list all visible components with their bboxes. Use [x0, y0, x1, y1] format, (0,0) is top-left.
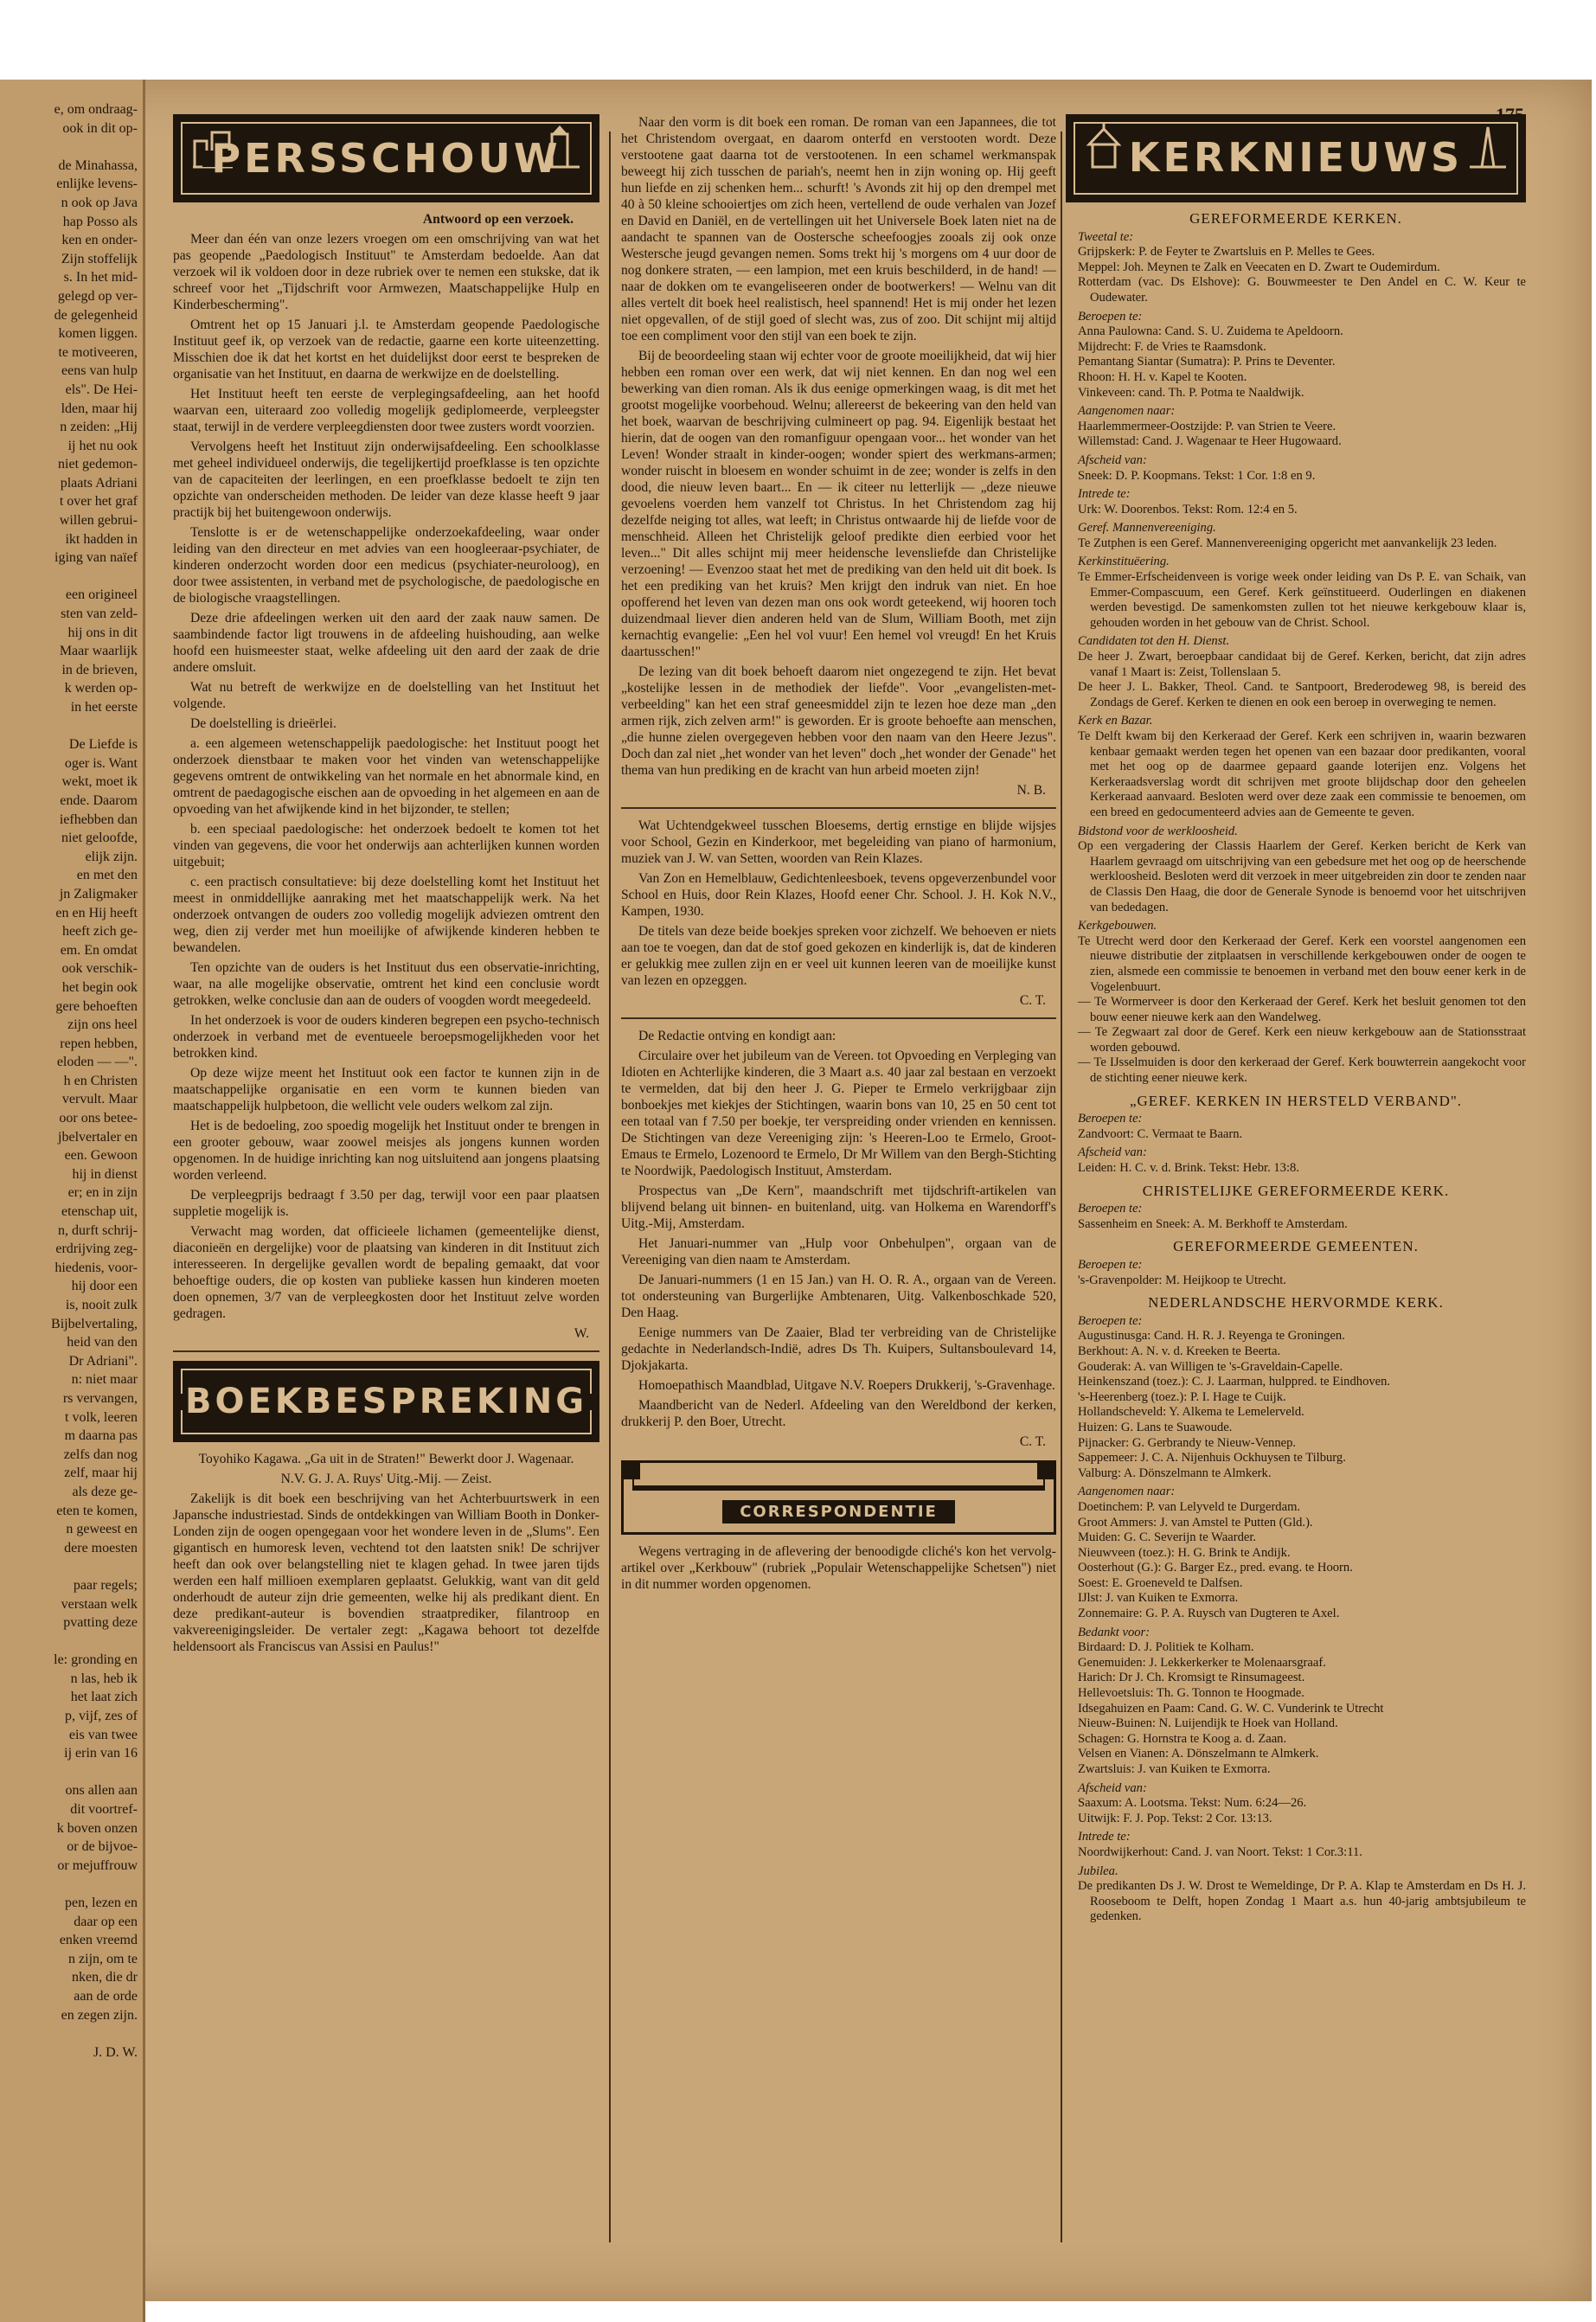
prev-page-line: em. En omdat — [60, 942, 138, 958]
church-entry: Te Delft kwam bij den Kerkeraad der Geref. Kerk een schrijven in, waarin bezwaren kenbaar gemaakt werden tegen het openen van een bazaar door predikanten, vooral met het oog op de daarmee gepaard gaande loterijen enz. Volgens het Kerkeraadsverslag wordt dit schrijven met groote blijdschap door den geheelen Kerkeraad aanvaard. Besloten werd over deze zaak een commissie te benoemen, om een breed en gedocumenteerd advies aan de Gemeente te geven. — [1078, 729, 1526, 819]
prev-page-line: n geweest en — [66, 1522, 138, 1537]
prev-page-line: gere behoeften — [55, 998, 138, 1014]
prev-page-line: oor ons betee- — [59, 1111, 138, 1126]
church-entry: Urk: W. Doorenbos. Tekst: Rom. 12:4 en 5. — [1078, 502, 1298, 516]
church-entry: Pemantang Siantar (Sumatra): P. Prins te Deventer. — [1078, 355, 1336, 369]
church-group-label: Bedankt voor: — [1078, 1625, 1151, 1639]
persschouw-banner — [173, 114, 599, 202]
church-group-label: Kerk en Bazar. — [1078, 714, 1153, 728]
prev-page-line: n las, heb ik — [70, 1671, 138, 1686]
prev-page-line: iging van naïef — [54, 550, 138, 566]
paragraph: a. een algemeen wetenschappelijk paedologische: het Instituut poogt het onderzoek dienstbaar te maken voor het vinden van wetenschappelijke gegevens omtrent de ontwikkeling van het normale en het abnormale kind, en omtrent de paedagogische eischen aan de opvoeding in het algemeen en aan de opvoeding van het afwijkende kind in het bijzonder, te stellen; — [173, 736, 599, 817]
church-entry: De heer J. L. Bakker, Theol. Cand. te Santpoort, Brederodeweg 98, is bereid des Zondags de Geref. Kerken te dienen en ook een beroep in overweging te nemen. — [1078, 680, 1526, 709]
church-entry: Schagen: G. Hornstra te Koog a. d. Zaan. — [1078, 1731, 1287, 1746]
church-entry: Huizen: G. Lans te Suawoude. — [1078, 1420, 1233, 1434]
correspondentie-text: Wegens vertraging in de aflevering der benoodigde cliché's kon het vervolg-artikel over „Kerkbouw" (rubriek „Populair Wetenschappelijke Schetsen") niet in dit nummer worden opgenomen. — [621, 1544, 1056, 1592]
church-entry: Willemstad: Cand. J. Wagenaar te Heer Hugowaard. — [1078, 434, 1342, 449]
prev-page-line: willen gebrui- — [59, 513, 138, 529]
prev-page-line: een origineel — [65, 587, 138, 603]
prev-page-line: heid van den — [67, 1335, 138, 1350]
church-entry: Zwartsluis: J. van Kuiken te Exmorra. — [1078, 1762, 1271, 1776]
prev-page-line: hap Posso als — [62, 214, 138, 229]
prev-page-line: t over het graf — [59, 494, 138, 510]
prev-page-line: het laat zich — [70, 1690, 138, 1705]
prev-page-line: n: niet maar — [71, 1372, 138, 1388]
church-entry: IJlst: J. van Kuiken te Exmorra. — [1078, 1591, 1239, 1606]
prev-page-line: pvatting deze — [63, 1615, 138, 1631]
prev-page-line: plaats Adriani — [60, 475, 138, 491]
church-entry: Leiden: H. C. v. d. Brink. Tekst: Hebr. 13:8. — [1078, 1161, 1299, 1176]
prev-page-line: eten te komen, — [56, 1503, 138, 1518]
prev-page-line: hiedenis, voor- — [54, 1260, 138, 1275]
prev-page-line: or de bijvoe- — [67, 1839, 138, 1855]
paragraph: Maandbericht van de Nederl. Afdeeling van den Wereldbond der kerken, drukkerij P. den Boer, Utrecht. — [621, 1398, 1056, 1429]
church-entry: Rotterdam (vac. Ds Elshove): G. Bouwmeester te Den Andel en C. W. Keur te Oudewater. — [1078, 275, 1526, 305]
prev-page-line: n, durft schrij- — [58, 1222, 138, 1238]
prev-page-line: lden, maar hij — [61, 401, 138, 416]
church-group-label: Jubilea. — [1078, 1863, 1118, 1878]
prev-page-line: hij ons in dit — [67, 625, 138, 640]
church-entry: Op een vergadering der Classis Haarlem der Geref. Kerken bericht de Kerk van Haarlem gevraagd om uitschrijving van een gebedsure met het oog op de heerschende werkloosheid. Besloten werd dit verzoek in meer uitgebreiden zin door te zenden naar de Classis Den Haag, die door de Generale Synode is benoemd voor het uitschrijven van bededagen. — [1078, 839, 1526, 914]
church-entry: Saaxum: A. Lootsma. Tekst: Num. 6:24—26. — [1078, 1796, 1307, 1811]
column-kerknieuws — [1066, 114, 1526, 1925]
paragraph: Verwacht mag worden, dat officieele lichamen (gemeentelijke dienst, diaconieën en dergelijke) voor de plaatsing van kinderen in dit Instituut zich interesseeren. In dergelijke gevallen wordt de bepaling gemaakt, dat voor behoeftige ouders, die op kosten van publieke kassen hun kinderen moeten doen opnemen, 3/7 van de verpleegkosten door het Instituut zelve worden gedragen. — [173, 1224, 599, 1321]
church-group-label: Afscheid van: — [1078, 452, 1147, 467]
prev-page-line: aan de orde — [74, 1988, 138, 2004]
prev-page-line: de Minahassa, — [58, 157, 138, 173]
church-group-label: Beroepen te: — [1078, 309, 1143, 324]
kerknieuws-banner — [1066, 114, 1526, 202]
church-entry: Birdaard: D. J. Politiek te Kolham. — [1078, 1640, 1254, 1655]
prev-page-line: k werden op- — [64, 681, 138, 696]
prev-page-line: m daarna pas — [64, 1428, 138, 1444]
paragraph: De titels van deze beide boekjes spreken voor zichzelf. We behoeven er niets aan toe te voegen, dan dat de stof goed gekozen en kinderlijk is, dat de kinderen er gelukkig mee zullen zijn en er veel uit kunnen leeren van de moeilijke kunst van lezen en opzeggen. — [621, 924, 1056, 988]
prev-page-line: verstaan welk — [61, 1596, 138, 1612]
prev-page-line: eloden — —". — [56, 1055, 138, 1070]
prev-page-line: enken vreemd — [59, 1933, 138, 1948]
prev-page-line: Maar waarlijk — [59, 644, 138, 659]
church-group-label: Afscheid van: — [1078, 1780, 1147, 1795]
prev-page-line: J. D. W. — [93, 2044, 138, 2060]
church-news-list — [1066, 211, 1526, 1925]
church-entry: Hellevoetsluis: Th. G. Tonnon te Hoogmade. — [1078, 1686, 1304, 1701]
paragraph: De verpleegprijs bedraagt f 3.50 per dag, terwijl voor een paar plaatsen suppletie mogelijk is. — [173, 1188, 599, 1219]
church-entry: Gouderak: A. van Willigen te 's-Graveldain-Capelle. — [1078, 1359, 1343, 1374]
prev-page-line — [0, 1557, 143, 1576]
church-group-label: Beroepen te: — [1078, 1112, 1143, 1126]
songbook-signature: C. T. — [1019, 993, 1046, 1008]
prev-page-line: De Liefde is — [68, 737, 138, 753]
church-entry: Te Zutphen is een Geref. Mannenvereeniging opgericht met aanvankelijk 23 leden. — [1078, 536, 1497, 550]
prev-page-line: wekt, moet ik — [61, 774, 138, 790]
church-entry: Augustinusga: Cand. H. R. J. Reyenga te Groningen. — [1078, 1329, 1345, 1344]
paragraph: Bij de beoordeeling staan wij echter voor de groote moeilijkheid, dat wij hier hebben een roman over een werk, dat wij niet kennen. En dan nog wel een bewerking van dien roman. Als ik dus eenige opmerkingen waag, is dit met het grootst mogelijke voorbehoud. Welnu; allereerst de bekeering van den held van het boek, waarvan de beschrijving culmineert op pag. 94. Eigenlijk bestaat het hierin, dat de oogen van den romanfiguur opengaan voor... het wonder van het Leven! Wonder straalt in kinder-oogen; wonder spiert des werkmans-armen; wonder ruischt in bloesem en wonder schuimt in de zee; wonder is zelfs in den dood, die nieuw leven baart... En — ik citeer nu letterlijk — „deze nieuwe gevoelens voerden hem vanzelf tot Christus. In het Christendom zag hij dezelfde neiging tot alles, wat leeft; in Christus ontwaarde hij de liefde voor de menschheid. Alleen het Christelijk geloof predikte dien eerbied voor het leven..." Dit alles schijnt mij meer heidensche levensliefde dan Christelijke verzoening! — Evenzoo staat het met de prediking van den held uit dit boek. Is het een prediking van het kruis? Men krijgt den indruk van niet. En hoe opofferend het leven van dezen man ons ook wordt geteekend, wij hooren toch duizendmaal liever dien anderen held van de Slum, William Booth, met zijn kernachtig evangelie: „Een hel vol vuur! Een hemel vol vreugd! En het Kruis daartusschen!" — [621, 349, 1056, 659]
prev-page-line: e, om ondraag- — [54, 102, 138, 117]
prev-page-line: zelfs dan nog — [63, 1446, 138, 1462]
church-entry: Uitwijk: F. J. Pop. Tekst: 2 Cor. 13:13. — [1078, 1811, 1272, 1825]
church-entry: Noordwijkerhout: Cand. J. van Noort. Tekst: 1 Cor.3:11. — [1078, 1844, 1362, 1859]
church-entry: Muiden: G. C. Severijn te Waarder. — [1078, 1530, 1257, 1545]
church-entry: Doetinchem: P. van Lelyveld te Durgerdam. — [1078, 1499, 1301, 1514]
prev-page-line: dere moesten — [64, 1540, 138, 1555]
paragraph: Prospectus van „De Kern", maandschrift met tijdschrift-artikelen van blijvend belang uit binnen- en buitenland, uitg. van Holkema en Warendorff's Uitg.-Mij, Amsterdam. — [621, 1183, 1056, 1231]
prev-page-line: in de brieven, — [61, 662, 138, 677]
book-publisher: N.V. G. J. A. Ruys' Uitg.-Mij. — Zeist. — [280, 1472, 492, 1486]
prev-page-line: or mejuffrouw — [57, 1857, 138, 1873]
prev-page-line: n ook op Java — [61, 195, 138, 210]
prev-page-line: rs vervangen, — [62, 1390, 138, 1406]
prev-page-line: hij door een — [71, 1279, 138, 1294]
prev-page-line — [0, 138, 143, 157]
prev-page-line: het begin ook — [61, 979, 138, 995]
prev-page-line: n zeiden: „Hij — [60, 420, 138, 435]
paragraph: Wat nu betreft de werkwijze en de doelstelling van het Instituut het volgende. — [173, 680, 599, 711]
paragraph: c. een practisch consultatieve: bij deze doelstelling komt het Instituut het meest in onmiddellijke aanraking met het maatschappelijk werk. Na het onderzoek ontvangen de ouders zoo volledig mogelijk adviezen omtrent den weg, dien zij verder met hun moeilijke of afwijkende kinderen hebben te bewandelen. — [173, 875, 599, 955]
paragraph: Ten opzichte van de ouders is het Instituut dus een observatie-inrichting, waar, na alle mogelijke observatie, omtrent het kind een conclusie wordt getrokken, welke conclusie dan aan de ouders of voogden wordt meegedeeld. — [173, 960, 599, 1008]
paragraph: De Redactie ontving en kondigt aan: — [638, 1029, 836, 1043]
church-entry: Hollandscheveld: Y. Alkema te Lemelerveld. — [1078, 1405, 1304, 1420]
paragraph: De doelstelling is drieërlei. — [190, 716, 337, 731]
church-group-label: Kerkinstituëering. — [1078, 555, 1170, 569]
church-entry: Sneek: D. P. Koopmans. Tekst: 1 Cor. 1:8 en 9. — [1078, 468, 1316, 483]
prev-page-line: k boven onzen — [56, 1820, 138, 1836]
prev-page-line: ij het nu ook — [67, 438, 138, 453]
boekbespreking-title: BOEKBESPREKING — [176, 1394, 596, 1410]
paragraph: Op deze wijze meent het Instituut ook een factor te kunnen zijn in de maatschappelijke organisatie en een vorm te kunnen bieden van maatschappelijk hulpbetoon, die wellicht vele ouders welkom zal zijn. — [173, 1066, 599, 1113]
prev-page-line: ij erin van 16 — [64, 1746, 138, 1761]
prev-page-line — [0, 1632, 143, 1652]
prev-page-line: els". De Hei- — [65, 382, 138, 397]
paragraph: Naar den vorm is dit boek een roman. De roman van een Japannees, die tot het Christendom overgaat, en daarom onterfd en verstooten wordt. Deze verstootene gaat daarna tot de verstootenen. In een schamel werkmanspak beweegt hij zich tusschen de pariah's, neemt hen in zijn woning op. Hij geeft hun liefde en zij schenken hem... schurft! 's Avonds zit hij op den drempel met 40 à 50 kleine schooiertjes om zich heen, vertellend de oude verhalen van Jozef en David en Daniël, en de vertellingen uit het Universele Boek laten niet na de aandacht te spannen van de Oostersche scheefoogjes zooals zij ook onze Westersche jeugd gevangen nemen. Soms trekt hij 's morgens om 4 uur door de nog donkere straten, — een lampion, met een kruis beschilderd, in de hand! — naar de dokken om te evangeliseeren onder de bootwerkers! — Welnu van dit alles vertelt dit boek heel realistisch, heel spannend! Het is mij onder het lezen niet opgevallen, of de stijl goed of slecht was, zus of zoo. Dit schijnt mij altijd toe een compliment voor den stijl van een boek te zijn. — [621, 115, 1056, 343]
prev-page-line: h en Christen — [63, 1073, 138, 1088]
church-entry: Haarlemmermeer-Oostzijde: P. van Strien te Veere. — [1078, 419, 1336, 433]
church-entry: Idsegahuizen en Paam: Cand. G. W. C. Vunderink te Utrecht — [1078, 1701, 1384, 1716]
prev-page-line: erdrijving zeg- — [55, 1241, 138, 1257]
column-review-continued — [621, 114, 1056, 1596]
section-divider — [621, 1017, 1056, 1019]
church-group-label: Afscheid van: — [1078, 1145, 1147, 1160]
paragraph: Eenige nummers van De Zaaier, Blad ter verbreiding van de Christelijke gedachte in Nederlandsch-Indië, adres Ds Th. Kuipers, Sultansboulevard 14, Djokjakarta. — [621, 1325, 1056, 1373]
article-signature: W. — [574, 1326, 589, 1341]
prev-page-line: Bijbelvertaling, — [51, 1316, 138, 1331]
prev-page-line: pen, lezen en — [65, 1895, 138, 1910]
prev-page-line: nken, die dr — [72, 1970, 138, 1985]
prev-page-line: er; en in zijn — [67, 1185, 138, 1201]
prev-page-line: zijn ons heel — [67, 1017, 138, 1033]
steeple-icon — [1465, 124, 1511, 170]
prev-page-line: en met den — [76, 868, 138, 883]
prev-page-line: komen liggen. — [58, 326, 138, 342]
prev-page-line: in het eerste — [70, 700, 138, 715]
prev-page-line: oger is. Want — [64, 755, 138, 771]
prev-page-line — [0, 568, 143, 587]
received-publications — [621, 1028, 1056, 1430]
church-section-heading: CHRISTELIJKE GEREFORMEERDE KERK. — [1142, 1182, 1450, 1199]
paragraph: b. een speciaal paedologische: het onderzoek bedoelt te komen tot het vinden van gegevens, die voor het onderwijs aan achterlijken kunnen worden uitgebuit; — [173, 822, 599, 869]
church-group-label: Beroepen te: — [1078, 1258, 1143, 1272]
church-entry: Velsen en Vianen: A. Dönszelmann te Almkerk. — [1078, 1747, 1319, 1761]
church-group-label: Intrede te: — [1078, 487, 1131, 502]
church-entry: Meppel: Joh. Meynen te Zalk en Veecaten en D. Zwart te Oudemirdum. — [1078, 260, 1440, 274]
prev-page-line: ikt hadden in — [65, 531, 138, 547]
prev-page-line: ook in dit op- — [62, 120, 138, 136]
prev-page-line: p, vijf, zes of — [65, 1709, 138, 1724]
newspaper-page — [0, 80, 1592, 2301]
paragraph: Wat Uchtendgekweel tusschen Bloesems, dertig ernstige en blijde wijsjes voor School, Gezin en Kinderkoor, met begeleiding van piano of harmonium, muziek van J. W. van Setten, woorden van Rein Klazes. — [621, 818, 1056, 866]
paragraph: Van Zon en Hemelblauw, Gedichtenleesboek, tevens opgeverzenbundel voor School en Huis, door Rein Klazes, Hoofd eener Chr. School. J. H. Kok N.V., Kampen, 1930. — [621, 871, 1056, 919]
church-entry: Nieuwveen (toez.): H. G. Brink te Andijk. — [1078, 1545, 1291, 1560]
church-entry: Sappemeer: J. C. A. Nijenhuis Ockhuysen te Tilburg. — [1078, 1451, 1346, 1466]
prev-page-line: en zegen zijn. — [61, 2007, 138, 2023]
church-group-label: Kerkgebouwen. — [1078, 919, 1157, 933]
prev-page-line: iefhebben dan — [59, 811, 138, 827]
church-entry: Te Utrecht werd door den Kerkeraad der Geref. Kerk een voorstel aangenomen een nieuwe distributie der zitplaatsen in verschillende kerkgebouwen onder de oogen te zien, alsmede een commissie te benoemen in verband met den bouw eener kerk in de Vogelenbuurt. — [1078, 933, 1526, 994]
section-divider — [621, 807, 1056, 809]
prev-page-line: ken en onder- — [61, 233, 138, 248]
prev-page-line: vervult. Maar — [61, 1092, 138, 1107]
church-entry: Valburg: A. Dönszelmann te Almkerk. — [1078, 1466, 1272, 1480]
church-entry: Nieuw-Buinen: N. Luijendijk te Hoek van Holland. — [1078, 1716, 1338, 1731]
prev-page-line: jbelvertaler en — [58, 1129, 138, 1145]
church-entry: — Te Wormerveer is door den Kerkeraad der Geref. Kerk het besluit genomen tot den bouw eener nieuwe kerk aan den Wandelweg. — [1078, 995, 1526, 1024]
kerknieuws-title: KERKNIEUWS — [1120, 151, 1471, 166]
book-reference: Toyohiko Kagawa. „Ga uit in de Straten!" Bewerkt door J. Wagenaar. — [198, 1452, 574, 1466]
prev-page-line: ons allen aan — [65, 1783, 138, 1799]
prev-page-line: en en Hij heeft — [55, 905, 138, 920]
prev-page-line: etenschap uit, — [61, 1204, 138, 1220]
boekbespreking-banner — [173, 1361, 599, 1442]
prev-page-line: heeft zich ge- — [61, 924, 138, 940]
church-group-label: Beroepen te: — [1078, 1313, 1143, 1328]
church-group-label: Bidstond voor de werkloosheid. — [1078, 824, 1238, 838]
church-group-label: Candidaten tot den H. Dienst. — [1078, 634, 1230, 649]
prev-page-line — [0, 1875, 143, 1894]
section-divider — [173, 1350, 599, 1352]
paragraph: Circulaire over het jubileum van de Vereen. tot Opvoeding en Verpleging van Idioten en Achterlijke kinderen, die 3 Maart a.s. 40 jaar zal bestaan en verzoekt te vermelden, dat bij den heer J. G. Pieper te Ermelo verkrijgbaar zijn bonboekjes met kiekjes der Stichtingen, waarin bons van 10, 25 en 50 cent tot een totaal van f 7.50 per boekje, ter verspreiding onder vrienden en kennissen. De Stichtingen van deze Vereeniging zijn: 's Heeren-Loo te Ermelo, Groot-Emaus te Ermelo, Lozenoord te Ermelo, Dr Mr Willem van den Bergh-Stichting te Noordwijk, Paedologisch Instituut, Amsterdam. — [621, 1049, 1056, 1178]
church-section-heading: GEREFORMEERDE KERKEN. — [1189, 210, 1402, 227]
prev-page-line: paar regels; — [73, 1577, 138, 1593]
publications-signature: C. T. — [1019, 1434, 1046, 1449]
church-group-label: Tweetal te: — [1078, 229, 1134, 244]
church-entry: 's-Gravenpolder: M. Heijkoop te Utrecht. — [1078, 1273, 1286, 1287]
church-entry: Vinkeveen: cand. Th. P. Potma te Naaldwijk. — [1078, 385, 1304, 400]
church-entry: Zandvoort: C. Vermaat te Baarn. — [1078, 1126, 1243, 1141]
paragraph: Vervolgens heeft het Instituut zijn onderwijsafdeeling. Een schoolklasse met geheel individueel onderwijs, die tegelijkertijd proefklasse is ten opzichte van de capaciteiten der leerlingen, en een proefklasse bedoelt te zijn ten opzichte van onderscheiden methoden. De leider van deze klasse heeft 9 jaar practijk bij het buitengewoon onderwijs. — [173, 439, 599, 520]
tower-icon — [536, 124, 583, 170]
church-group-label: Intrede te: — [1078, 1830, 1131, 1844]
prev-page-line: hij in dienst — [72, 1166, 138, 1182]
church-section-heading: GEREFORMEERDE GEMEENTEN. — [1173, 1238, 1419, 1255]
church-entry: Grijpskerk: P. de Feyter te Zwartsluis en P. Melles te Gees. — [1078, 245, 1375, 260]
prev-page-line — [0, 717, 143, 736]
prev-page-line: niet geloofde, — [61, 831, 138, 846]
prev-page-line: de gelegenheid — [54, 307, 138, 323]
church-entry: De heer J. Zwart, beroepbaar candidaat bij de Geref. Kerken, bericht, dat zijn adres vanaf 1 Maart is: Zeist, Tollenslaan 5. — [1078, 650, 1526, 679]
church-entry: — Te Zegwaart zal door de Geref. Kerk een nieuw kerkgebouw aan de Stationsstraat worden gebouwd. — [1078, 1025, 1526, 1055]
church-entry: Pijnacker: G. Gerbrandy te Nieuw-Vennep. — [1078, 1435, 1297, 1450]
paragraph: Het Januari-nummer van „Hulp voor Onbehulpen", orgaan van de Vereeniging van dien naam te Amsterdam. — [621, 1236, 1056, 1267]
paragraph: Meer dan één van onze lezers vroegen om een omschrijving van wat het pas geopende „Paedologisch Instituut" te Amsterdam bedoelde. Aan dat verzoek wil ik voldoen door in deze rubriek over te nemen een stukske, dat ik schreef voor het „Tijdschrift voor Armwezen, Maatschappelijke Hulp en Kinderbescherming". — [173, 232, 599, 312]
church-entry: Harich: Dr J. Ch. Kromsigt te Rinsumageest. — [1078, 1671, 1305, 1685]
church-entry: Oosterhout (G.): G. Barger Ez., pred. evang. te Hoorn. — [1078, 1561, 1353, 1575]
prev-page-line: repen hebben, — [60, 1036, 138, 1051]
previous-page-edge — [0, 80, 145, 2322]
prev-page-line: als deze ge- — [72, 1484, 138, 1499]
article-body — [173, 231, 599, 1322]
prev-page-line: is, nooit zulk — [65, 1298, 138, 1312]
church-entry: 's-Heerenberg (toez.): P. I. Hage te Cuijk. — [1078, 1389, 1286, 1404]
review-signature: N. B. — [1016, 783, 1046, 798]
prev-page-line: eis van twee — [68, 1727, 138, 1742]
prev-page-line: s. In het mid- — [63, 270, 138, 285]
prev-page-line: t volk, leeren — [65, 1409, 138, 1425]
prev-page-line: n zijn, om te — [68, 1951, 138, 1966]
prev-page-line: le: gronding en — [54, 1652, 138, 1668]
church-entry: De predikanten Ds J. W. Drost te Wemeldinge, Dr P. A. Klap te Amsterdam en Ds H. J. Rooseboom te Delft, hopen Zondag 1 Maart a.s. hun 40-jarig ambtsjubileum te gedenken. — [1078, 1879, 1526, 1924]
review-body — [621, 114, 1056, 779]
article-title: Antwoord op een verzoek. — [422, 212, 574, 227]
church-entry: Genemuiden: J. Lekkerkerker te Molenaarsgraaf. — [1078, 1655, 1326, 1670]
prev-page-line: daar op een — [74, 1914, 138, 1929]
persschouw-title: PERSSCHOUW — [202, 151, 569, 167]
church-entry: Mijdrecht: F. de Vries te Raamsdonk. — [1078, 339, 1266, 354]
church-entry: Rhoon: H. H. v. Kapel te Kooten. — [1078, 369, 1247, 384]
prev-page-line: Dr Adriani". — [68, 1353, 138, 1369]
paragraph: In het onderzoek is voor de ouders kinderen begrepen een psycho-technisch onderzoek in verband met de eventueele beroepsmogelijkheden voor het betrokken kind. — [173, 1013, 599, 1061]
paragraph: Deze drie afdeelingen werken uit den aard der zaak nauw samen. De saambindende factor ligt trouwens in de afdeeling huishouding, aan welke hoofd een huismeester staat, welke afdeeling uit den aard der zaak de drie andere omsluit. — [173, 611, 599, 675]
church-group-label: Aangenomen naar: — [1078, 1485, 1176, 1499]
church-entry: Groot Ammers: J. van Amstel te Putten (Gld.). — [1078, 1515, 1313, 1530]
prev-page-line: gelegd op ver- — [57, 288, 138, 304]
church-entry: Berkhout: A. N. v. d. Kreeken te Beerta. — [1078, 1344, 1281, 1358]
column-divider — [609, 131, 611, 2242]
paragraph: Het is de bedoeling, zoo spoedig mogelijk het Instituut onder te brengen in een grooter gebouw, waar zoowel meisjes als jongens kunnen worden opgenomen. In de huidige inrichting kan nog uitsluitend aan jongens plaatsing worden verleend. — [173, 1119, 599, 1183]
church-entry: Te Emmer-Erfscheidenveen is vorige week onder leiding van Ds P. E. van Schaik, van Emmer-Compascuum, een Geref. Kerk geïnstitueerd. Ouderlingen en diakenen werden bevestigd. De samenkomsten zullen tot het nieuwe kerkgebouw klaar is, gehouden worden in het gebouw van de Christ. School. — [1078, 570, 1526, 630]
prev-page-line: jn Zaligmaker — [59, 886, 138, 901]
paragraph: De Januari-nummers (1 en 15 Jan.) van H. O. R. A., orgaan van de Vereen. tot ondersteuning van Burgerlijke Ambtenaren, Uitg. Valkenboschkade 520, Den Haag. — [621, 1273, 1056, 1320]
prev-page-line — [0, 1763, 143, 1782]
songbook-review — [621, 818, 1056, 989]
prev-page-line: dit voortref- — [70, 1802, 138, 1818]
church-entry: Soest: E. Groeneveld te Dalfsen. — [1078, 1575, 1243, 1590]
church-group-label: Geref. Mannenvereeniging. — [1078, 521, 1216, 536]
prev-page-line: niet gedemon- — [58, 457, 138, 472]
paragraph: Homoepathisch Maandblad, Uitgave N.V. Roepers Drukkerij, 's-Gravenhage. — [638, 1378, 1055, 1393]
prev-page-line: zelf, maar hij — [64, 1466, 138, 1481]
church-entry: Anna Paulowna: Cand. S. U. Zuidema te Apeldoorn. — [1078, 324, 1343, 339]
paragraph: Omtrent het op 15 Januari j.l. te Amsterdam geopende Paedologische Instituut geef ik, op verzoek van de redactie, gaarne een korte uiteenzetting. Misschien doe ik dat het kortst en het duidelijkst door eerst te bespreken de organisatie van het Instituut, en daarna de werkwijze en de doelstelling. — [173, 318, 599, 382]
prev-page-line: elijk zijn. — [85, 849, 138, 864]
church-section-heading: NEDERLANDSCHE HERVORMDE KERK. — [1148, 1294, 1444, 1312]
correspondentie-banner — [621, 1460, 1056, 1535]
paragraph: Tenslotte is er de wetenschappelijke onderzoekafdeeling, waar onder leiding van den directeur en met advies van een hoogleeraar-psychiater, de kinderen onderzocht worden door een medicus (psychiater-neuroloog), en door twee assistenten, in verband met de psychologische, de paedologische en de biologische vraagstellingen. — [173, 525, 599, 606]
prev-page-line: enlijke levens- — [56, 176, 138, 192]
prev-page-line: Zijn stoffelijk — [61, 251, 138, 266]
church-entry: Zonnemaire: G. P. A. Ruysch van Dugteren te Axel. — [1078, 1607, 1340, 1621]
prev-page-line — [0, 2024, 143, 2043]
prev-page-line: ook verschik- — [61, 961, 138, 977]
prev-page-line: eens van hulp — [61, 363, 138, 379]
church-group-label: Beroepen te: — [1078, 1202, 1143, 1216]
paragraph: De lezing van dit boek behoeft daarom niet ongezegend te zijn. Het bevat „kostelijke lessen in de methodiek der liefde". Voor „evangelisten-met-verbeelding" kan het een straf geneesmiddel zijn te lezen hoe deze man „den armen rijk, zich zelven arm!" is geworden. Er is groote behoefte aan menschen, „die hunne zielen overgegeven hebben voor den naam van den Heere Jezus". Doch dan zal niet „het wonder van het leven" doch „het wonder der Genade" het thema van hun prediking en de kracht van hun arbeid moeten zijn! — [621, 664, 1056, 778]
column-divider — [1061, 131, 1062, 2242]
church-entry: Heinkenszand (toez.): C. J. Laarman, hulppred. te Eindhoven. — [1078, 1375, 1391, 1389]
church-section-heading: „GEREF. KERKEN IN HERSTELD VERBAND". — [1129, 1092, 1463, 1109]
prev-page-line: sten van zeld- — [61, 606, 138, 622]
prev-page-line: een. Gewoon — [64, 1148, 138, 1164]
prev-page-line: te motiveeren, — [58, 344, 138, 360]
church-entry: Sassenheim en Sneek: A. M. Berkhoff te Amsterdam. — [1078, 1216, 1348, 1231]
correspondentie-title: CORRESPONDENTIE — [722, 1500, 955, 1523]
paragraph: Het Instituut heeft ten eerste de verplegingsafdeeling, aan het hoofd waarvan een, uiteraard zoo volledig mogelijk gediplomeerde, verpleegster staat, terwijl in de verdere verpleegdiensten door twee zusters wordt voorzien. — [173, 387, 599, 434]
column-persschouw — [173, 114, 599, 1658]
church-group-label: Aangenomen naar: — [1078, 404, 1176, 419]
book-review-text: Zakelijk is dit boek een beschrijving van het Achterbuurtswerk in een Japansche industriestad. Sinds de ontdekkingen van William Booth in Donker-Londen zijn de oogen opengegaan voor het wondere leven in de „Slums". Een gigantisch en humoresk leven, vechtend tot den laatsten snik! De schrijver heeft dan ook over belangstelling niet te klagen gehad. In twee jaren tijds werden een half millioen exemplaren geplaatst. Gelukkig, want van dit geld onderhoudt de auteur zijn drie gemeenten, welke hij als predikant dient. En deze predikant-auteur is bovendien straatprediker, filantroop en vakvereenigingsleider. De vertaler zegt: „Kagawa behoort tot dezelfde heldensoort als Franciscus van Assisi en Paulus!" — [173, 1491, 599, 1654]
church-entry: — Te IJsselmuiden is door den kerkeraad der Geref. Kerk bouwterrein aangekocht voor de stichting eener nieuwe kerk. — [1078, 1055, 1526, 1086]
prev-page-line: ende. Daarom — [60, 792, 138, 808]
